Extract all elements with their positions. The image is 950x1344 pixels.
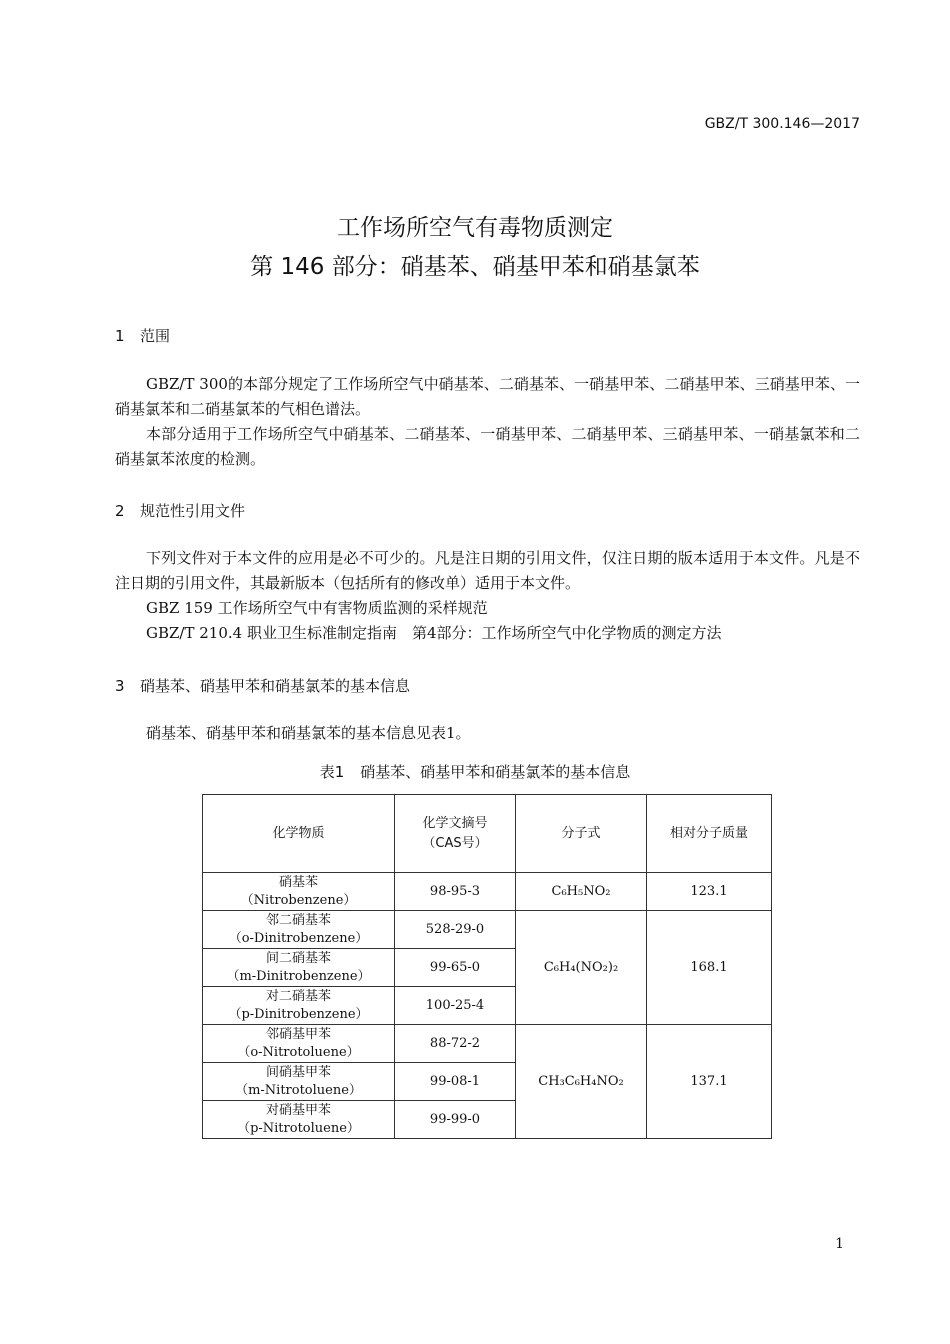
mass-cell: 137.1 xyxy=(647,1025,772,1139)
cas-cell: 99-08-1 xyxy=(395,1063,516,1101)
substance-name-en: （p-Dinitrobenzene） xyxy=(228,1006,369,1022)
substance-cell xyxy=(203,1101,395,1139)
header-cas-line1: 化学文摘号 xyxy=(422,815,488,831)
substance-name-cn: 邻二硝基苯 xyxy=(265,912,331,928)
table-row xyxy=(203,873,772,911)
table-row xyxy=(203,911,772,949)
cas-cell: 98-95-3 xyxy=(395,873,516,911)
cas-cell: 528-29-0 xyxy=(395,911,516,949)
reference-item: GBZ/T 210.4 职业卫生标准制定指南 第4部分：工作场所空气中化学物质的测定方法 xyxy=(146,624,722,642)
cas-cell: 88-72-2 xyxy=(395,1025,516,1063)
substance-name-cn: 对二硝基苯 xyxy=(265,988,331,1004)
scope-paragraph: GBZ/T 300的本部分规定了工作场所空气中硝基苯、二硝基苯、一硝基甲苯、二硝基甲苯、三硝基甲苯、一硝基氯苯和二硝基氯苯的气相色谱法。 xyxy=(115,375,860,418)
section-number: 1 xyxy=(115,327,125,345)
substance-name-cn: 硝基苯 xyxy=(278,874,318,890)
references-paragraph: 下列文件对于本文件的应用是必不可少的。凡是注日期的引用文件，仅注日期的版本适用于本文件。凡是不注日期的引用文件，其最新版本（包括所有的修改单）适用于本文件。 xyxy=(115,549,860,592)
page-number: 1 xyxy=(835,1236,844,1252)
formula-cell: C₆H₅NO₂ xyxy=(516,873,647,911)
header-substance: 化学物质 xyxy=(203,795,395,873)
substance-cell xyxy=(203,873,395,911)
table-row xyxy=(203,1025,772,1063)
substance-name-cn: 间硝基甲苯 xyxy=(265,1064,331,1080)
substance-cell xyxy=(203,911,395,949)
header-cas xyxy=(395,795,516,873)
header-mass: 相对分子质量 xyxy=(647,795,772,873)
substance-name-en: （o-Nitrotoluene） xyxy=(237,1044,360,1060)
scope-paragraph: 本部分适用于工作场所空气中硝基苯、二硝基苯、一硝基甲苯、二硝基甲苯、三硝基甲苯、一硝基氯苯和二硝基氯苯浓度的检测。 xyxy=(115,425,860,468)
substance-name-en: （Nitrobenzene） xyxy=(240,892,357,908)
document-title: 工作场所空气有毒物质测定 xyxy=(337,215,613,241)
mass-cell: 168.1 xyxy=(647,911,772,1025)
section-title: 规范性引用文件 xyxy=(140,502,246,520)
table-caption xyxy=(0,761,950,782)
section-title: 范围 xyxy=(140,327,171,345)
formula-cell: CH₃C₆H₄NO₂ xyxy=(516,1025,647,1139)
standard-number: GBZ/T 300.146—2017 xyxy=(704,116,860,132)
section-number: 3 xyxy=(115,677,125,695)
substance-cell xyxy=(203,1025,395,1063)
cas-cell: 100-25-4 xyxy=(395,987,516,1025)
formula-cell: C₆H₄(NO₂)₂ xyxy=(516,911,647,1025)
substance-cell xyxy=(203,987,395,1025)
table-caption-label: 表1 xyxy=(319,763,345,781)
table-header-row xyxy=(203,795,772,873)
cas-cell: 99-99-0 xyxy=(395,1101,516,1139)
header-formula: 分子式 xyxy=(516,795,647,873)
basic-info-table xyxy=(202,794,772,1139)
section-title: 硝基苯、硝基甲苯和硝基氯苯的基本信息 xyxy=(140,677,411,695)
substance-cell xyxy=(203,1063,395,1101)
substance-name-en: （m-Nitrotoluene） xyxy=(235,1082,362,1098)
section-heading-references xyxy=(115,500,245,521)
cas-cell: 99-65-0 xyxy=(395,949,516,987)
table-caption-title: 硝基苯、硝基甲苯和硝基氯苯的基本信息 xyxy=(360,763,631,781)
mass-cell: 123.1 xyxy=(647,873,772,911)
section-heading-scope xyxy=(115,325,170,346)
substance-name-cn: 邻硝基甲苯 xyxy=(265,1026,331,1042)
substance-name-en: （o-Dinitrobenzene） xyxy=(228,930,369,946)
reference-item: GBZ 159 工作场所空气中有害物质监测的采样规范 xyxy=(146,599,488,617)
document-subtitle: 第 146 部分：硝基苯、硝基甲苯和硝基氯苯 xyxy=(250,254,700,280)
basic-info-paragraph: 硝基苯、硝基甲苯和硝基氯苯的基本信息见表1。 xyxy=(146,724,471,742)
substance-name-en: （m-Dinitrobenzene） xyxy=(226,968,371,984)
section-number: 2 xyxy=(115,502,125,520)
substance-name-cn: 对硝基甲苯 xyxy=(265,1102,331,1118)
substance-cell xyxy=(203,949,395,987)
substance-name-en: （p-Nitrotoluene） xyxy=(237,1120,360,1136)
header-cas-line2: （CAS号） xyxy=(422,835,488,851)
section-heading-basic-info xyxy=(115,675,410,696)
substance-name-cn: 间二硝基苯 xyxy=(265,950,331,966)
